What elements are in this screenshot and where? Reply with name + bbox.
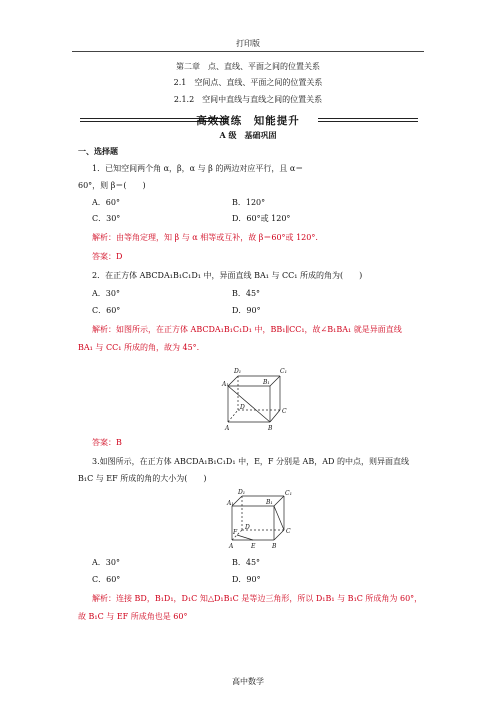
q2-option-d: D．90° xyxy=(232,306,261,315)
q2-option-a: A．30° xyxy=(92,289,120,298)
q1-option-b: B．120° xyxy=(232,198,266,207)
q3-analysis-line2: 故 B₁C 与 EF 所成角也是 60° xyxy=(78,612,188,621)
q3-option-a: A．30° xyxy=(92,558,120,567)
label-c1: C₁ xyxy=(285,490,292,497)
q2-analysis-line1: 解析：如图所示，在正方体 ABCDA₁B₁C₁D₁ 中，BB₁∥CC₁，故∠B₁BA₁ 就是异面直线 xyxy=(92,325,402,334)
label-d: D xyxy=(245,524,250,531)
diagonal-b-a1 xyxy=(228,386,270,422)
header-divider xyxy=(72,51,424,52)
level-heading: A 级 基础巩固 xyxy=(219,130,277,140)
q1-option-d: D．60°或 120° xyxy=(232,214,291,223)
section-title: 2.1 空间点、直线、平面之间的位置关系 xyxy=(173,78,323,87)
label-d1: D₁ xyxy=(234,368,242,375)
q3-cube-figure xyxy=(228,488,298,552)
label-a: A xyxy=(229,543,234,550)
label-c: C xyxy=(286,528,291,535)
segment-b1-c xyxy=(274,506,284,530)
label-b: B xyxy=(268,425,273,432)
footer-subject: 高中数学 xyxy=(232,677,264,686)
q3-stem-line2: B₁C 与 EF 所成的角的大小为( ) xyxy=(78,474,207,483)
label-c1: C₁ xyxy=(280,368,287,375)
edge-b1-c1 xyxy=(270,376,280,386)
q1-stem-line2: 60°，则 β＝( ) xyxy=(78,181,146,190)
q1-answer: 答案：D xyxy=(92,252,123,261)
label-a: A xyxy=(225,425,230,432)
edge-a1-d1 xyxy=(228,376,238,386)
label-c: C xyxy=(282,408,287,415)
q3-option-d: D．90° xyxy=(232,575,261,584)
q2-option-c: C．60° xyxy=(92,306,121,315)
edge-b-c xyxy=(270,410,280,422)
label-d1: D₁ xyxy=(238,489,246,496)
q2-answer: 答案：B xyxy=(92,438,122,447)
edge-b-c xyxy=(274,530,284,540)
subsection-title: 2.1.2 空间中直线与直线之间的位置关系 xyxy=(173,95,323,104)
edge-b1-c1 xyxy=(274,496,284,506)
label-b1: B₁ xyxy=(263,379,270,386)
chapter-title: 第二章 点、直线、平面之间的位置关系 xyxy=(176,62,320,71)
q1-stem-line1: 1．已知空间两个角 α，β，α 与 β 的两边对应平行，且 α＝ xyxy=(92,164,304,173)
q2-analysis-line2: BA₁ 与 CC₁ 所成的角，故为 45°. xyxy=(78,343,200,352)
q2-cube-figure xyxy=(222,364,292,434)
q1-option-a: A．60° xyxy=(92,198,120,207)
q2-option-b: B．45° xyxy=(232,289,261,298)
label-d: D xyxy=(240,404,245,411)
label-a1: A₁ xyxy=(227,500,234,507)
q2-stem: 2．在正方体 ABCDA₁B₁C₁D₁ 中，异面直线 BA₁ 与 CC₁ 所成的角为( ) xyxy=(92,271,363,280)
q1-analysis: 解析：由等角定理，知 β 与 α 相等或互补，故 β＝60°或 120°. xyxy=(92,233,318,242)
edge-a-d xyxy=(228,410,238,422)
print-header-label: 打印版 xyxy=(236,39,260,48)
q3-analysis-line1: 解析：连接 BD，B₁D₁，D₁C 知△D₁B₁C 是等边三角形，所以 D₁B₁ 与 B₁C 所成角为 60°， xyxy=(92,594,423,603)
label-b: B xyxy=(272,543,277,550)
q3-option-b: B．45° xyxy=(232,558,261,567)
label-f: F xyxy=(233,529,238,536)
q1-option-c: C．30° xyxy=(92,214,121,223)
segment-e-f xyxy=(237,535,253,540)
banner-right-rule xyxy=(318,118,418,122)
section-banner: 高效演练 知能提升 xyxy=(196,115,300,127)
part-heading: 一、选择题 xyxy=(78,146,118,156)
label-e: E xyxy=(251,543,256,550)
label-b1: B₁ xyxy=(266,499,273,506)
q3-stem-line1: 3.如图所示，在正方体 ABCDA₁B₁C₁D₁ 中，E，F 分别是 AB，AD 的中点，则异面直线 xyxy=(92,457,409,466)
label-a1: A₁ xyxy=(222,381,229,388)
q3-option-c: C．60° xyxy=(92,575,121,584)
